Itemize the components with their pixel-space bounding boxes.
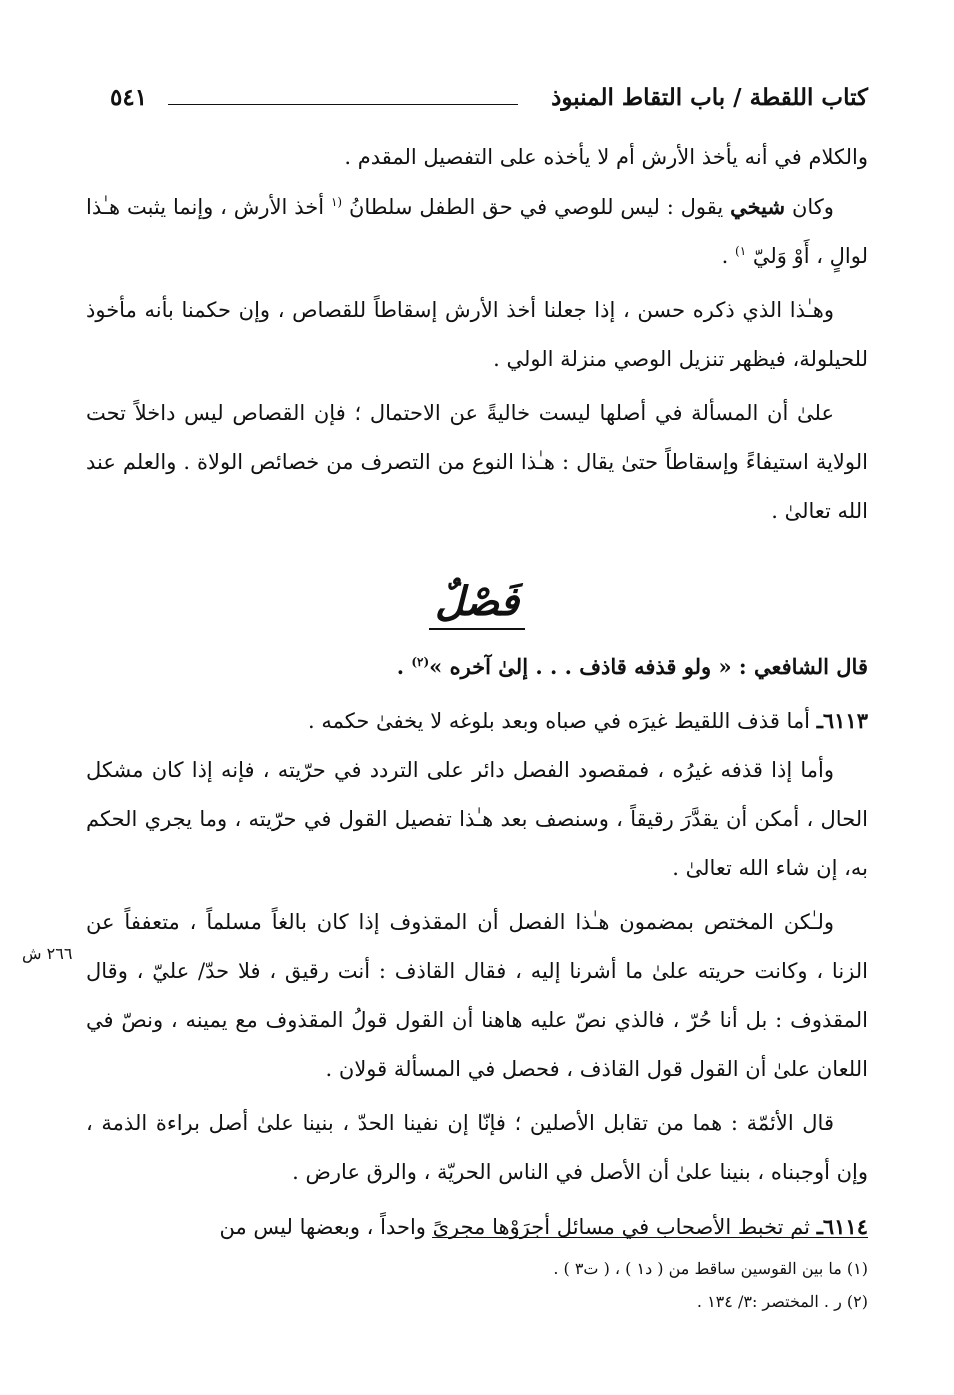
section-heading: [86, 576, 868, 638]
page-number: ٥٤١: [110, 84, 148, 111]
paragraph: علىٰ أن المسألة في أصلها ليست خاليةً عن الاحتمال ؛ فإن القصاص ليس داخلاً تحت الولاية استيفاءً وإسقاطاً حتىٰ يقال : هـٰذا النوع من التصرف من خصائص الولاة . والعلم عند الله تعالىٰ .: [86, 401, 868, 523]
issue-6113: ٦١١٣ـ أما قذف اللقيط غيرَه في صباه وبعد بلوغه لا يخفىٰ حكمه .: [308, 708, 868, 733]
footnote-mark: ١): [735, 244, 747, 258]
header-rule: [168, 104, 518, 105]
issue-6114: ٦١١٤ـ ثم تخبط الأصحاب في مسائل أجرَوْها مجرىً واحداً ، وبعضها ليس من: [219, 1214, 868, 1239]
shafii-quote: قال الشافعي : « ولو قذفه قاذف . . . إلىٰ آخره »$^{(٢)}$ .: [396, 654, 868, 679]
header-title: كتاب اللقطة / باب التقاط المنبوذ: [551, 84, 868, 111]
footnote-mark: (١: [330, 195, 343, 209]
section-heading-ornament: فَصْلٌ: [429, 576, 525, 630]
footnote-mark: (٢): [411, 655, 430, 669]
footnote: (١) ما بين القوسين ساقط من ( د١ ) ، ( ت٣ ) .: [553, 1259, 868, 1278]
paragraph: وهـٰذا الذي ذكره حسن ، إذا جعلنا أخذ الأرش إسقاطاً للقصاص ، وإن حكمنا بأنه مأخوذ للحيلولة، فيظهر تنزيل الوصي منزلة الولي .: [86, 298, 868, 371]
issue-number: ٦١١٣ـ: [816, 708, 868, 733]
paragraph: وكان شيخي يقول : ليس للوصي في حق الطفل سلطانُ $^{(١}$ أخذ الأرش ، وإنما يثبت هـٰذا لوالٍ ، أَوْ وَليّ $^{١)}$ .: [86, 194, 868, 268]
issue-number: ٦١١٤ـ: [816, 1214, 868, 1239]
bold-term: شيخي: [730, 194, 786, 219]
manuscript-folio-note: ٢٦٦ ش: [22, 944, 73, 963]
footnote: (٢) ر . المختصر :٣/ ١٣٤ .: [696, 1292, 868, 1311]
paragraph: والكلام في أنه يأخذ الأرش أم لا يأخذه على التفصيل المقدم .: [344, 145, 868, 169]
running-header: [110, 84, 868, 124]
paragraph: ولـٰكن المختص بمضمون هـٰذا الفصل أن المقذوف إذا كان بالغاً مسلماً ، متعففاً عن الزنا ، وكانت حريته علىٰ ما أشرنا إليه ، فقال القاذف : أنت رقيق ، فلا حدّ/ عليّ ، وقال المقذوف : بل أنا حُرّ ، فالذي نصّ عليه هاهنا أن القول قولُ المقذوف مع يمينه ، ونصّ في اللعان علىٰ أن القول قول القاذف ، فحصل في المسألة قولان .: [86, 910, 868, 1081]
page-body: [86, 133, 868, 1252]
footnotes: [86, 1252, 868, 1318]
paragraph: وأما إذا قذفه غيرُه ، فمقصود الفصل دائر على التردد في حرّيته ، فإنه إذا كان مشكل الحال ، أمكن أن يقدَّرَ رقيقاً ، وسنصف بعد هـٰذا تفصيل القول في حرّيته ، وما يجري الحكم به، إن شاء الله تعالىٰ .: [86, 758, 868, 880]
footnote-rule: [432, 1237, 868, 1238]
paragraph: قال الأئمّة : هما من تقابل الأصلين ؛ فإنّا إن نفينا الحدّ ، بنينا علىٰ أصل براءة الذمة ، وإن أوجبناه ، بنينا علىٰ أن الأصل في الناس الحريّة ، والرق عارض .: [86, 1111, 868, 1184]
